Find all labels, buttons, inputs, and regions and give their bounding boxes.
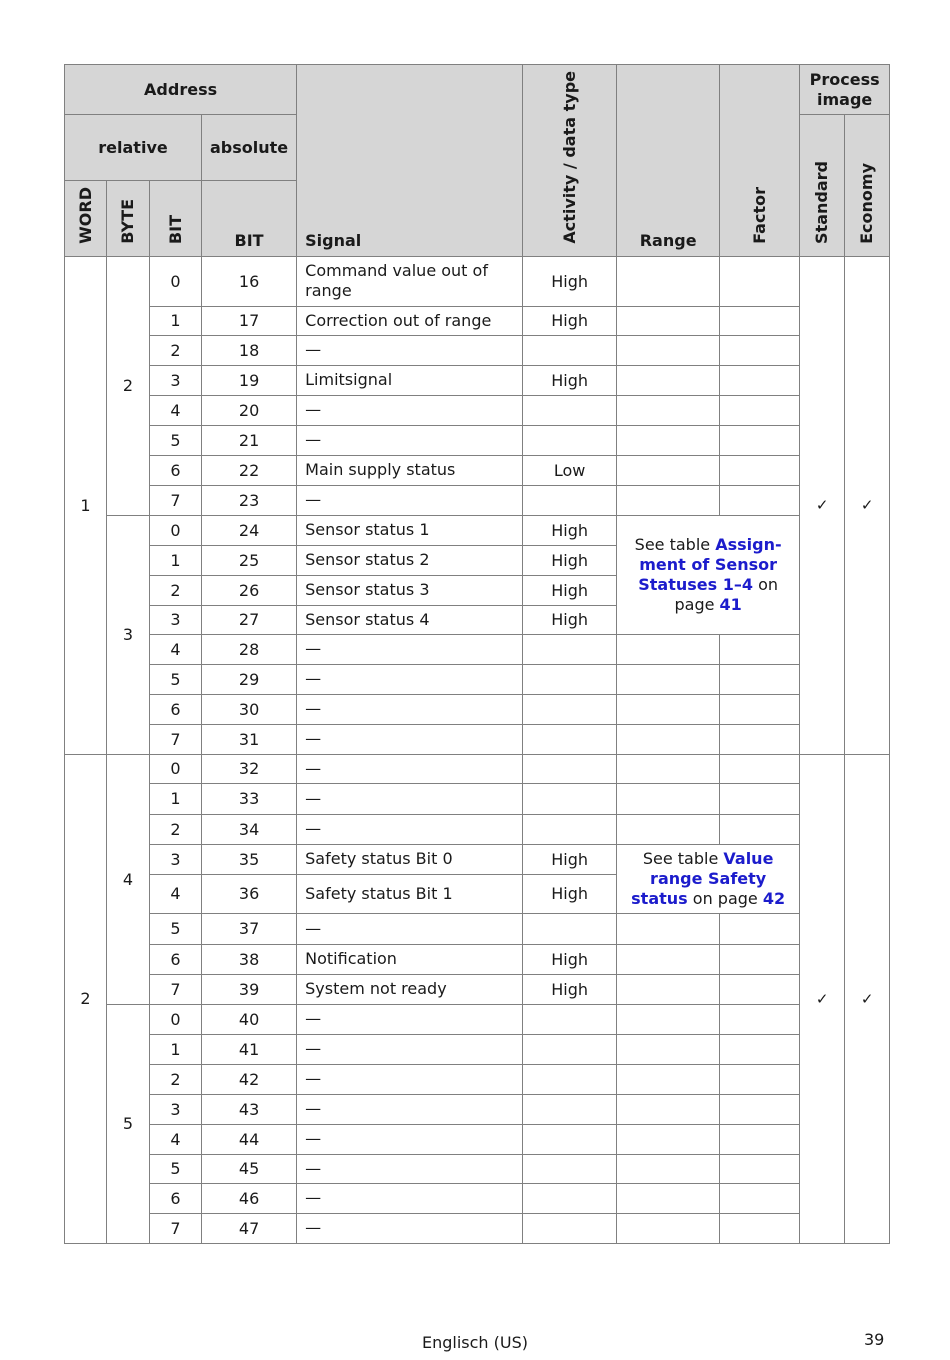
table-row (65, 724, 890, 754)
activity-cell: High (523, 974, 617, 1004)
absolute-bit-cell: 28 (202, 634, 297, 664)
range-cell (617, 913, 720, 944)
header-signal: Signal (297, 65, 523, 257)
signal-cell: Sensor status 1 (297, 515, 523, 545)
activity-cell (523, 724, 617, 754)
signal-cell: Safety status Bit 1 (297, 874, 523, 913)
absolute-bit-cell: 35 (202, 844, 297, 874)
table-row (65, 425, 890, 455)
standard-check-cell: ✓ (800, 256, 845, 754)
factor-cell (720, 1034, 800, 1064)
bit-cell: 3 (150, 365, 202, 395)
bit-cell: 4 (150, 874, 202, 913)
header-word: WORD (65, 180, 107, 256)
bit-cell: 1 (150, 1034, 202, 1064)
range-cell (617, 664, 720, 694)
signal-cell: — (297, 1213, 523, 1243)
table-row (65, 974, 890, 1004)
range-cell (617, 1154, 720, 1183)
range-note-link[interactable]: Assignment of Sensor Statuses 1–4 (638, 534, 782, 594)
activity-cell (523, 754, 617, 783)
table-row (65, 306, 890, 335)
range-note-prefix: See table (642, 848, 724, 868)
activity-cell (523, 485, 617, 515)
bit-cell: 4 (150, 1124, 202, 1154)
table-row (65, 1213, 890, 1243)
header-activity: Activity / data type (523, 65, 617, 257)
header-process-image: Process image (800, 65, 890, 115)
absolute-bit-cell: 45 (202, 1154, 297, 1183)
absolute-bit-cell: 38 (202, 944, 297, 974)
activity-cell (523, 814, 617, 844)
activity-cell: High (523, 365, 617, 395)
factor-cell (720, 1004, 800, 1034)
table-row (65, 256, 890, 306)
activity-cell (523, 1213, 617, 1243)
bit-cell: 0 (150, 754, 202, 783)
signal-cell: Sensor status 4 (297, 605, 523, 634)
signal-cell: — (297, 1034, 523, 1064)
header-address: Address (65, 65, 297, 115)
absolute-bit-cell: 41 (202, 1034, 297, 1064)
signal-cell: Limitsignal (297, 365, 523, 395)
absolute-bit-cell: 21 (202, 425, 297, 455)
signal-cell: — (297, 724, 523, 754)
table-row (65, 1004, 890, 1034)
range-cell (617, 1124, 720, 1154)
economy-check-cell: ✓ (845, 256, 890, 754)
activity-cell (523, 783, 617, 814)
factor-cell (720, 455, 800, 485)
table-row (65, 783, 890, 814)
range-cell (617, 694, 720, 724)
factor-cell (720, 814, 800, 844)
absolute-bit-cell: 18 (202, 335, 297, 365)
bit-cell: 5 (150, 664, 202, 694)
bit-cell: 1 (150, 306, 202, 335)
factor-cell (720, 395, 800, 425)
byte-cell: 4 (107, 754, 150, 1004)
header-absolute: absolute (202, 115, 297, 181)
word-cell: 2 (65, 754, 107, 1243)
signal-cell: — (297, 694, 523, 724)
factor-cell (720, 724, 800, 754)
absolute-bit-cell: 22 (202, 455, 297, 485)
bit-cell: 5 (150, 913, 202, 944)
header-bit-absolute: BIT (202, 180, 297, 256)
table-row (65, 395, 890, 425)
signal-cell: Main supply status (297, 455, 523, 485)
signal-cell: Safety status Bit 0 (297, 844, 523, 874)
bit-cell: 3 (150, 1094, 202, 1124)
table-row (65, 365, 890, 395)
signal-cell: — (297, 485, 523, 515)
activity-cell: High (523, 844, 617, 874)
activity-cell: High (523, 256, 617, 306)
signal-cell: — (297, 1004, 523, 1034)
absolute-bit-cell: 33 (202, 783, 297, 814)
factor-cell (720, 1064, 800, 1094)
byte-cell: 5 (107, 1004, 150, 1243)
factor-cell (720, 694, 800, 724)
activity-cell (523, 1183, 617, 1213)
bit-cell: 3 (150, 844, 202, 874)
factor-cell (720, 1094, 800, 1124)
bit-cell: 7 (150, 974, 202, 1004)
range-cell (617, 974, 720, 1004)
absolute-bit-cell: 19 (202, 365, 297, 395)
byte-cell: 2 (107, 256, 150, 515)
range-cell (617, 256, 720, 306)
factor-cell (720, 664, 800, 694)
activity-cell: High (523, 944, 617, 974)
word-cell: 1 (65, 256, 107, 754)
header-economy: Economy (845, 115, 890, 257)
activity-cell (523, 335, 617, 365)
table-row (65, 335, 890, 365)
table-row (65, 814, 890, 844)
absolute-bit-cell: 23 (202, 485, 297, 515)
table-row (65, 1094, 890, 1124)
factor-cell (720, 913, 800, 944)
header-bit: BIT (150, 180, 202, 256)
activity-cell (523, 395, 617, 425)
factor-cell (720, 754, 800, 783)
range-note-prefix: See table (634, 534, 716, 554)
absolute-bit-cell: 40 (202, 1004, 297, 1034)
bit-cell: 2 (150, 335, 202, 365)
signal-cell: Correction out of range (297, 306, 523, 335)
factor-cell (720, 425, 800, 455)
range-cell (617, 1004, 720, 1034)
absolute-bit-cell: 43 (202, 1094, 297, 1124)
table-row (65, 515, 890, 545)
absolute-bit-cell: 30 (202, 694, 297, 724)
range-cell (617, 634, 720, 664)
table-row (65, 1183, 890, 1213)
bit-cell: 5 (150, 425, 202, 455)
table-row (65, 455, 890, 485)
range-cell (617, 306, 720, 335)
bit-cell: 7 (150, 1213, 202, 1243)
range-note-page-link[interactable]: 42 (762, 888, 786, 908)
table-row (65, 1034, 890, 1064)
range-cell (617, 944, 720, 974)
bit-cell: 6 (150, 944, 202, 974)
range-cell (617, 425, 720, 455)
table-row (65, 1154, 890, 1183)
range-cell (617, 724, 720, 754)
bit-cell: 2 (150, 1064, 202, 1094)
range-cell (617, 365, 720, 395)
factor-cell (720, 944, 800, 974)
activity-cell: Low (523, 455, 617, 485)
range-cell (617, 1094, 720, 1124)
signal-cell: — (297, 335, 523, 365)
activity-cell: High (523, 306, 617, 335)
absolute-bit-cell: 26 (202, 575, 297, 605)
signal-cell: — (297, 783, 523, 814)
signal-cell: — (297, 754, 523, 783)
activity-cell (523, 913, 617, 944)
bit-cell: 6 (150, 1183, 202, 1213)
range-cell (617, 335, 720, 365)
signal-cell: — (297, 1154, 523, 1183)
signal-cell: — (297, 395, 523, 425)
signal-cell: — (297, 1124, 523, 1154)
range-cell (617, 754, 720, 783)
signal-cell: — (297, 913, 523, 944)
page-number: 39 (864, 1330, 885, 1349)
factor-cell (720, 365, 800, 395)
factor-cell (720, 974, 800, 1004)
signal-cell: Sensor status 3 (297, 575, 523, 605)
header-standard: Standard (800, 115, 845, 257)
table-row (65, 944, 890, 974)
factor-cell (720, 335, 800, 365)
header-range: Range (617, 65, 720, 257)
range-cell (617, 814, 720, 844)
range-note-link[interactable]: Value range Safety status (631, 848, 774, 908)
table-row (65, 754, 890, 783)
range-cell (617, 1213, 720, 1243)
range-cell (617, 485, 720, 515)
factor-cell (720, 783, 800, 814)
signal-cell: — (297, 814, 523, 844)
absolute-bit-cell: 25 (202, 545, 297, 575)
bit-cell: 4 (150, 395, 202, 425)
signal-cell: Command value out of range (297, 256, 523, 306)
absolute-bit-cell: 17 (202, 306, 297, 335)
absolute-bit-cell: 29 (202, 664, 297, 694)
table-row (65, 1124, 890, 1154)
range-cell (617, 783, 720, 814)
activity-cell (523, 1034, 617, 1064)
signal-assignment-table (64, 64, 890, 1244)
factor-cell (720, 1154, 800, 1183)
bit-cell: 7 (150, 485, 202, 515)
range-note-middle: on page (687, 888, 763, 908)
factor-cell (720, 485, 800, 515)
factor-cell (720, 1213, 800, 1243)
header-byte: BYTE (107, 180, 150, 256)
range-note-middle: on page (674, 574, 779, 614)
bit-cell: 6 (150, 455, 202, 485)
standard-check-cell: ✓ (800, 754, 845, 1243)
activity-cell (523, 694, 617, 724)
signal-cell: — (297, 634, 523, 664)
activity-cell: High (523, 605, 617, 634)
range-cell (617, 455, 720, 485)
activity-cell: High (523, 874, 617, 913)
activity-cell (523, 1154, 617, 1183)
activity-cell (523, 425, 617, 455)
activity-cell (523, 1004, 617, 1034)
bit-cell: 6 (150, 694, 202, 724)
header-factor: Factor (720, 65, 800, 257)
table-row (65, 634, 890, 664)
activity-cell (523, 664, 617, 694)
absolute-bit-cell: 37 (202, 913, 297, 944)
absolute-bit-cell: 34 (202, 814, 297, 844)
range-note-cell (617, 844, 800, 913)
range-note-cell (617, 515, 800, 634)
absolute-bit-cell: 27 (202, 605, 297, 634)
range-note-page-link[interactable]: 41 (719, 594, 742, 614)
signal-cell: — (297, 1064, 523, 1094)
factor-cell (720, 634, 800, 664)
economy-check-cell: ✓ (845, 754, 890, 1243)
absolute-bit-cell: 16 (202, 256, 297, 306)
bit-cell: 1 (150, 545, 202, 575)
table-body (65, 256, 890, 1243)
table-row (65, 485, 890, 515)
table-row (65, 1064, 890, 1094)
bit-cell: 4 (150, 634, 202, 664)
bit-cell: 0 (150, 1004, 202, 1034)
table-row (65, 844, 890, 874)
bit-cell: 2 (150, 575, 202, 605)
absolute-bit-cell: 31 (202, 724, 297, 754)
absolute-bit-cell: 47 (202, 1213, 297, 1243)
absolute-bit-cell: 36 (202, 874, 297, 913)
absolute-bit-cell: 39 (202, 974, 297, 1004)
activity-cell: High (523, 575, 617, 605)
factor-cell (720, 256, 800, 306)
bit-cell: 0 (150, 515, 202, 545)
activity-cell: High (523, 515, 617, 545)
activity-cell (523, 634, 617, 664)
bit-cell: 5 (150, 1154, 202, 1183)
bit-cell: 7 (150, 724, 202, 754)
table-row (65, 694, 890, 724)
absolute-bit-cell: 20 (202, 395, 297, 425)
signal-cell: Notification (297, 944, 523, 974)
bit-cell: 0 (150, 256, 202, 306)
range-cell (617, 1064, 720, 1094)
bit-cell: 2 (150, 814, 202, 844)
signal-cell: Sensor status 2 (297, 545, 523, 575)
signal-cell: — (297, 1094, 523, 1124)
byte-cell: 3 (107, 515, 150, 754)
signal-cell: — (297, 1183, 523, 1213)
factor-cell (720, 1124, 800, 1154)
activity-cell (523, 1064, 617, 1094)
absolute-bit-cell: 46 (202, 1183, 297, 1213)
factor-cell (720, 306, 800, 335)
absolute-bit-cell: 44 (202, 1124, 297, 1154)
range-cell (617, 395, 720, 425)
bit-cell: 1 (150, 783, 202, 814)
signal-cell: — (297, 664, 523, 694)
absolute-bit-cell: 32 (202, 754, 297, 783)
absolute-bit-cell: 24 (202, 515, 297, 545)
activity-cell: High (523, 545, 617, 575)
factor-cell (720, 1183, 800, 1213)
activity-cell (523, 1124, 617, 1154)
range-cell (617, 1183, 720, 1213)
table-row (65, 664, 890, 694)
signal-cell: — (297, 425, 523, 455)
range-cell (617, 1034, 720, 1064)
absolute-bit-cell: 42 (202, 1064, 297, 1094)
signal-cell: System not ready (297, 974, 523, 1004)
table-row (65, 913, 890, 944)
footer-language: Englisch (US) (421, 1333, 528, 1352)
bit-cell: 3 (150, 605, 202, 634)
header-relative: relative (65, 115, 202, 181)
activity-cell (523, 1094, 617, 1124)
